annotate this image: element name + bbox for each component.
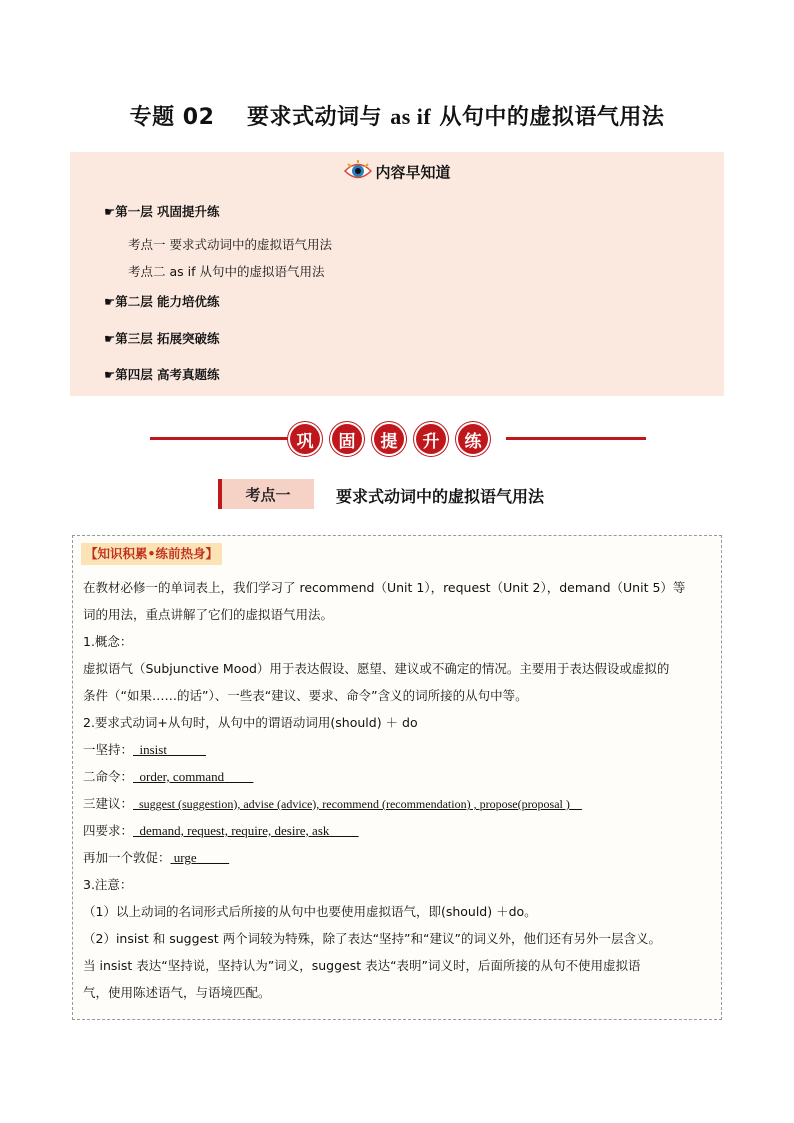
banner-char: 升 [416, 424, 446, 454]
text-line: 1.概念： [83, 634, 133, 649]
toc-heading [70, 160, 724, 186]
text-line: 在教材必修一的单词表上，我们学习了 recommend（Unit 1），request（Unit 2），demand（Unit 5）等 [83, 580, 686, 595]
fill-line [83, 763, 713, 790]
text-line: 虚拟语气（Subjunctive Mood）用于表达假设、愿望、建议或不确定的情况。主要用于表达假设或虚拟的 [83, 661, 670, 676]
fill-answer-text: suggest (suggestion), advise (advice), recommend (recommendation) , propose(proposal ) [139, 797, 570, 811]
section-banner [150, 424, 646, 454]
text-line: 条件（“如果……的话”）、一些表“建议、要求、命令”含义的词所接的从句中等。 [83, 688, 528, 703]
fill-line [83, 817, 713, 844]
toc-item[interactable]: ☛第二层 能力培优练 [104, 294, 220, 309]
fill-label: 一坚持： [83, 742, 134, 757]
fill-line [83, 736, 713, 763]
knowledge-box [72, 535, 722, 1020]
text-line: 气，使用陈述语气，与语境匹配。 [83, 985, 271, 1000]
fill-line [83, 790, 713, 818]
banner-line-left [150, 437, 290, 440]
fill-label: 四要求： [83, 823, 134, 838]
fill-answer [171, 850, 230, 865]
toc-item[interactable]: ☛第三层 拓展突破练 [104, 331, 220, 346]
banner-char: 练 [458, 424, 488, 454]
section-tag: 考点一 [218, 479, 314, 509]
page-title [0, 100, 794, 131]
toc-item[interactable]: 考点一 要求式动词中的虚拟语气用法 [128, 237, 332, 252]
title-prefix: 专题 02 [129, 105, 215, 130]
fill-label: 再加一个敦促： [83, 850, 171, 865]
title-main-b: 从句中的虚拟语气用法 [431, 105, 665, 130]
text-line: （1）以上动词的名词形式后所接的从句中也要使用虚拟语气，即(should) ＋do。 [83, 904, 537, 919]
fill-answer [133, 742, 206, 757]
text-line: 当 insist 表达“坚持说，坚持认为”词义，suggest 表达“表明”词义时，后面所接的从句不使用虚拟语 [83, 958, 641, 973]
banner-circles [290, 424, 488, 454]
fill-answer [133, 823, 359, 838]
text-line: （2）insist 和 suggest 两个词较为特殊，除了表达“坚持”和“建议”的词义外，他们还有另外一层含义。 [83, 931, 661, 946]
toc-panel [70, 152, 724, 396]
fill-label: 二命令： [83, 769, 134, 784]
fill-line [83, 844, 713, 871]
banner-char: 提 [374, 424, 404, 454]
toc-item[interactable]: ☛第一层 巩固提升练 [104, 204, 220, 219]
eye-icon [343, 160, 373, 186]
banner-char: 固 [332, 424, 362, 454]
toc-item[interactable]: 考点二 as if 从句中的虚拟语气用法 [128, 264, 325, 279]
fill-answer [133, 769, 253, 784]
title-main-en: as if [390, 104, 432, 129]
fill-answer-text: urge [173, 850, 197, 865]
text-line: 2.要求式动词+从句时，从句中的谓语动词用(should) ＋ do [83, 715, 418, 730]
fill-label: 三建议： [83, 796, 134, 811]
banner-char: 巩 [290, 424, 320, 454]
toc-heading-text: 内容早知道 [375, 163, 451, 182]
section-title: 要求式动词中的虚拟语气用法 [336, 487, 545, 506]
fill-answer [133, 797, 582, 811]
box-label: 【知识积累•练前热身】 [81, 543, 222, 565]
text-line: 3.注意： [83, 877, 133, 892]
fill-answer-text: order, command [139, 769, 225, 784]
banner-line-right [506, 437, 646, 440]
fill-answer-text: insist [139, 742, 167, 757]
fill-answer-text: demand, request, require, desire, ask [139, 823, 330, 838]
toc-item[interactable]: ☛第四层 高考真题练 [104, 367, 220, 382]
text-line: 词的用法，重点讲解了它们的虚拟语气用法。 [83, 607, 334, 622]
title-main-a: 要求式动词与 [247, 105, 391, 130]
